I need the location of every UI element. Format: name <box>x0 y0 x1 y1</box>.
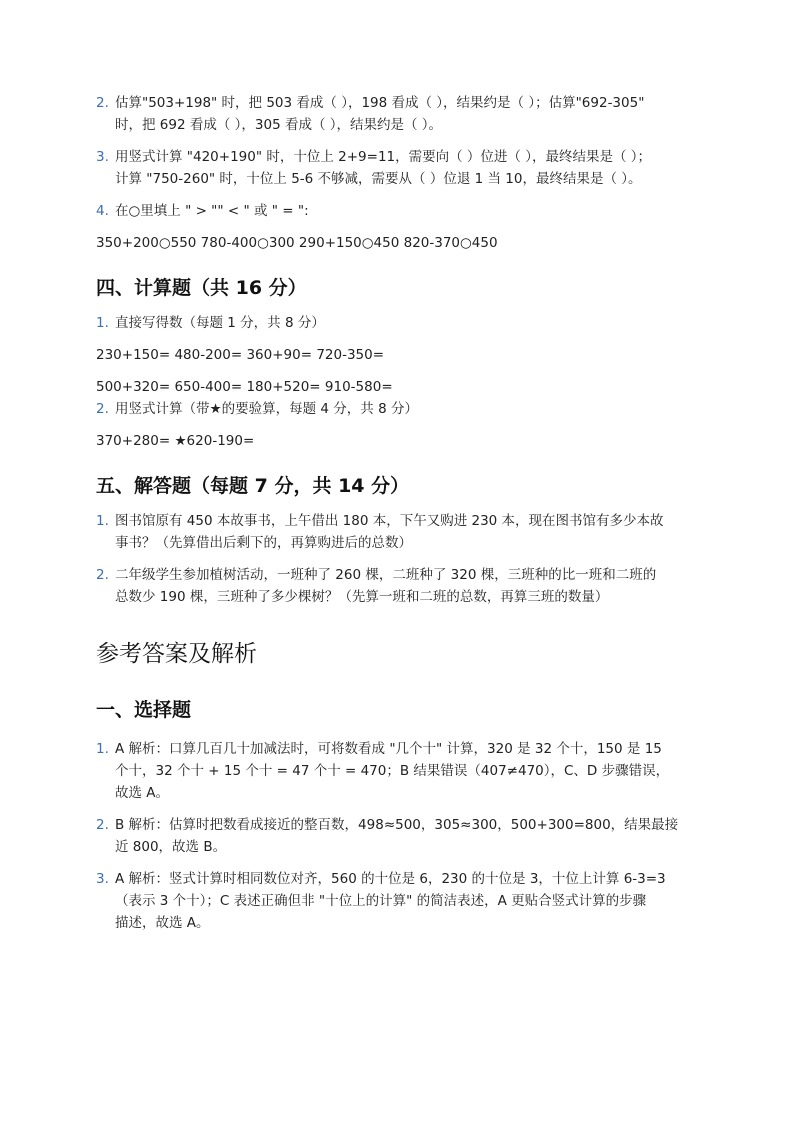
answer-text-line: 故选 A。 <box>115 785 170 801</box>
vertical-calc-row: 370+280= ★620-190= <box>96 433 255 449</box>
question-text-line: 用竖式计算 "420+190" 时，十位上 2+9=11，需要向（ ）位进（ ），最终结果是（ ）； <box>115 149 651 165</box>
oral-calc-row: 500+320= 650-400= 180+520= 910-580= <box>96 379 393 395</box>
word-problem-1 <box>96 510 702 554</box>
question-text-line: 估算"503+198" 时，把 503 看成（ ），198 看成（ ），结果约是（ ）；估算"692-305" <box>115 95 645 111</box>
answer-item-2 <box>96 814 702 858</box>
answer-text-line: 近 800，故选 B。 <box>115 839 227 855</box>
list-number: 1. <box>96 741 109 757</box>
answer-item-1 <box>96 738 702 804</box>
section-title-choice: 一、选择题 <box>96 699 192 721</box>
list-number: 3. <box>96 149 109 165</box>
list-number: 4. <box>96 203 109 219</box>
question-text-line: 直接写得数（每题 1 分，共 8 分） <box>115 315 325 331</box>
answer-text-line: A 解析：口算几百几十加减法时，可将数看成 "几个十" 计算，320 是 32 个十，150 是 15 <box>115 741 662 757</box>
list-number: 2. <box>96 401 109 417</box>
answer-text-line: 描述，故选 A。 <box>115 915 210 931</box>
question-text-line: 时，把 692 看成（ ），305 看成（ ），结果约是（ ）。 <box>115 117 443 133</box>
answer-item-3 <box>96 868 702 934</box>
fill-question-2 <box>96 92 702 136</box>
question-text-line: 总数少 190 棵，三班种了多少棵树？（先算一班和二班的总数，再算三班的数量） <box>115 589 609 605</box>
compare-expressions: 350+200○550 780-400○300 290+150○450 820-370○450 <box>96 235 498 251</box>
list-number: 2. <box>96 567 109 583</box>
document-page <box>96 92 702 934</box>
list-number: 2. <box>96 95 109 111</box>
section-title-word-problems: 五、解答题（每题 7 分，共 14 分） <box>96 475 410 497</box>
reference-answers-title: 参考答案及解析 <box>96 641 257 667</box>
answer-text-line: （表示 3 个十）；C 表述正确但非 "十位上的计算" 的简洁表述，A 更贴合竖式计算的步骤 <box>115 893 647 909</box>
answer-text-line: 个十，32 个十 + 15 个十 = 47 个十 = 470；B 结果错误（407≠470），C、D 步骤错误， <box>115 763 670 779</box>
fill-question-4 <box>96 200 702 222</box>
question-text-line: 用竖式计算（带★的要验算，每题 4 分，共 8 分） <box>115 401 418 417</box>
list-number: 3. <box>96 871 109 887</box>
list-number: 1. <box>96 315 109 331</box>
calc-question-1 <box>96 312 702 334</box>
section-title-calculation: 四、计算题（共 16 分） <box>96 277 307 299</box>
question-text-line: 事书？（先算借出后剩下的，再算购进后的总数） <box>115 535 412 551</box>
list-number: 2. <box>96 817 109 833</box>
question-text-line: 在○里填上 " > "" < " 或 " = ": <box>115 203 309 219</box>
answer-text-line: B 解析：估算时把数看成接近的整百数，498≈500，305≈300，500+300=800，结果最接 <box>115 817 679 833</box>
question-text-line: 计算 "750-260" 时，十位上 5-6 不够减，需要从（ ）位退 1 当 10，最终结果是（ ）。 <box>115 171 642 187</box>
fill-question-3 <box>96 146 702 190</box>
calc-question-2 <box>96 398 702 420</box>
question-text-line: 图书馆原有 450 本故事书，上午借出 180 本，下午又购进 230 本，现在图书馆有多少本故 <box>115 513 664 529</box>
oral-calc-row: 230+150= 480-200= 360+90= 720-350= <box>96 347 385 363</box>
question-text-line: 二年级学生参加植树活动，一班种了 260 棵，二班种了 320 棵，三班种的比一班和二班的 <box>115 567 657 583</box>
list-number: 1. <box>96 513 109 529</box>
word-problem-2 <box>96 564 702 608</box>
answer-text-line: A 解析：竖式计算时相同数位对齐，560 的十位是 6，230 的十位是 3，十位上计算 6-3=3 <box>115 871 666 887</box>
